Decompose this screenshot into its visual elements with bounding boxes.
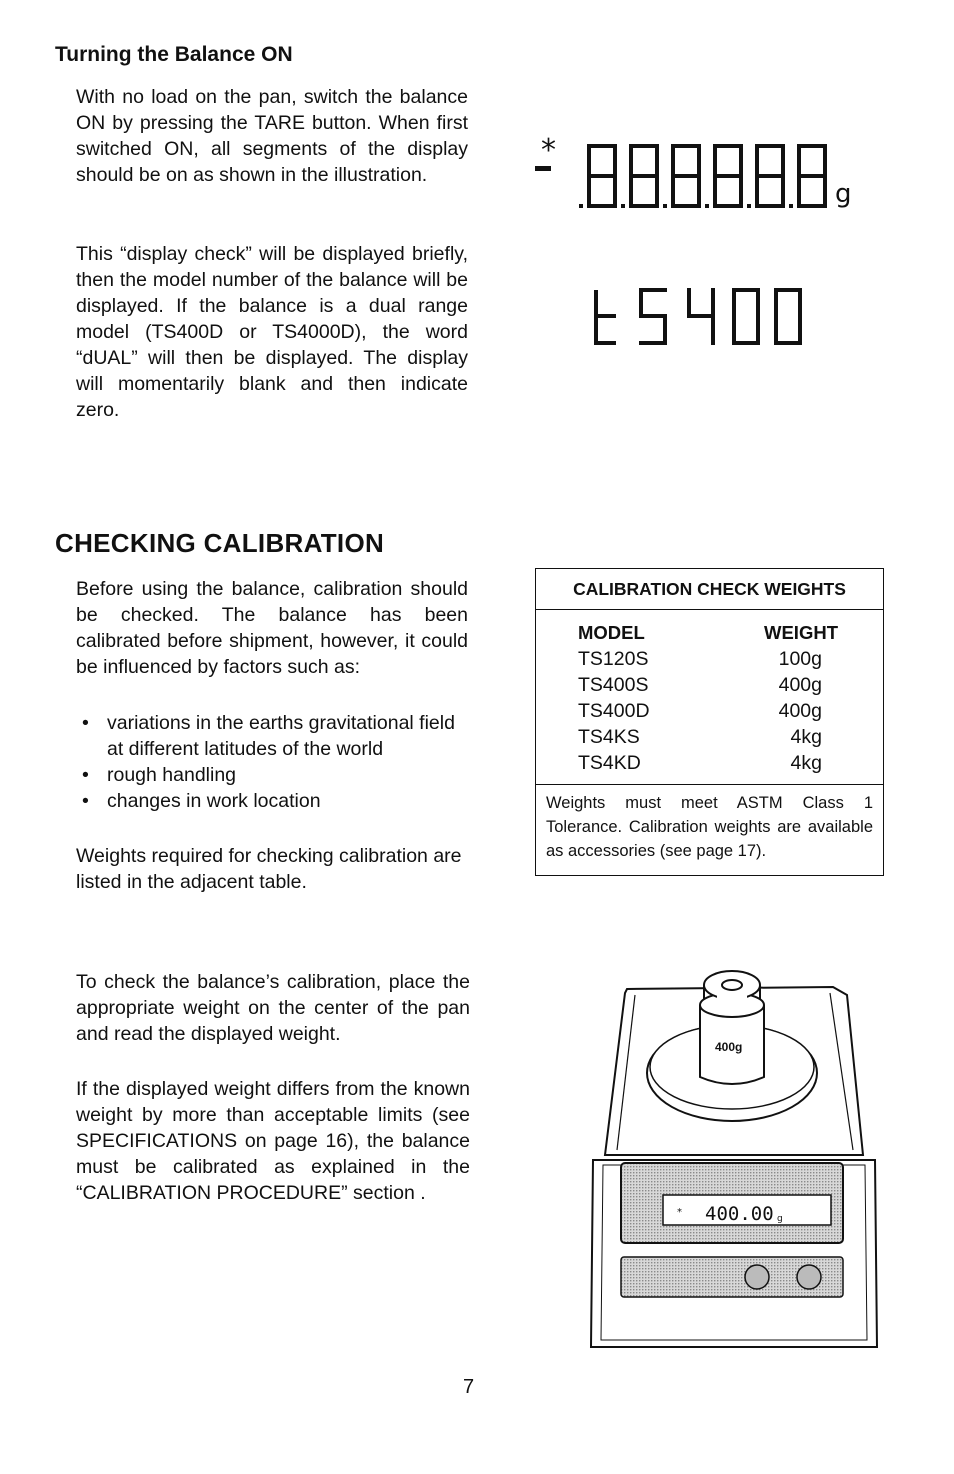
table-row — [536, 672, 883, 698]
decimal-point — [789, 204, 793, 208]
display-segment — [629, 144, 633, 176]
paragraph-check-procedure: To check the balance’s calibration, place the appropriate weight on the center of the pan and read the displayed weight. — [76, 971, 470, 1045]
table-note: Weights must meet ASTM Class 1 Tolerance. Calibration weights are available as accessories (see page 17). — [536, 784, 883, 875]
display-segment — [713, 204, 743, 208]
decimal-point — [747, 204, 751, 208]
display-segment — [823, 144, 827, 176]
display-segment — [739, 176, 743, 208]
display-segment — [671, 144, 675, 176]
section-heading-checking-calibration: CHECKING CALIBRATION — [55, 528, 385, 558]
model-cell: TS400D — [578, 700, 650, 722]
display-segment — [629, 176, 633, 208]
table-row — [536, 698, 883, 724]
paragraph-calibrate-if-differs: If the displayed weight differs from the known weight by more than acceptable limits (see SPECIFICATIONS on page 16), the balance must be calibrated as explained in the “CALIBRATION PROCEDURE” section . — [76, 1078, 470, 1204]
tare-key-icon — [745, 1265, 769, 1289]
weight-cell: 4kg — [790, 726, 822, 748]
display-segment — [697, 144, 701, 176]
display-segment — [613, 144, 617, 176]
display-segment — [671, 176, 675, 208]
decimal-point — [663, 204, 667, 208]
display-value: 400.00 — [705, 1203, 774, 1225]
weight-cell: 4kg — [790, 752, 822, 774]
display-segment — [781, 176, 785, 208]
display-check-illustration — [535, 130, 865, 220]
display-segment — [671, 174, 701, 178]
model-cell: TS4KD — [578, 752, 641, 774]
display-segment — [671, 144, 701, 148]
display-segment — [629, 204, 659, 208]
display-segment — [671, 204, 701, 208]
model-cell: TS4KS — [578, 726, 640, 748]
display-segment — [739, 144, 743, 176]
model-cell: TS400S — [578, 674, 649, 696]
display-segment — [655, 176, 659, 208]
display-star: * — [677, 1207, 682, 1218]
section-heading-turning-on: Turning the Balance ON — [55, 43, 293, 66]
display-segment — [797, 204, 827, 208]
display-segment — [613, 176, 617, 208]
weight-label: 400g — [715, 1040, 743, 1054]
display-segment — [629, 144, 659, 148]
seven-segment-digits — [579, 144, 827, 208]
display-segment — [797, 144, 827, 148]
display-segment — [587, 174, 617, 178]
display-segment — [629, 174, 659, 178]
display-segment — [755, 204, 785, 208]
model-cell: TS120S — [578, 648, 649, 670]
model-number-display — [592, 280, 812, 350]
display-segment — [755, 144, 785, 148]
decimal-point — [621, 204, 625, 208]
table-row — [536, 646, 883, 672]
bullet-item: • variations in the earths gravitational field at different latitudes of the world — [76, 710, 476, 762]
display-segment — [697, 176, 701, 208]
paragraph-weights-required: Weights required for checking calibration are listed in the adjacent table. — [76, 845, 462, 893]
column-header-model: MODEL — [578, 622, 645, 643]
all-segments-display — [535, 130, 865, 220]
display-segment — [587, 144, 617, 148]
weight-cell: 100g — [778, 648, 822, 670]
paragraph-calibration-intro: Before using the balance, calibration should be checked. The balance has been calibrated before shipment, however, it could be influenced by factors such as: — [76, 578, 468, 678]
display-segment — [713, 144, 717, 176]
factor-bullet-list — [76, 710, 476, 814]
display-unit: g — [777, 1214, 783, 1224]
star-indicator: * — [541, 133, 556, 168]
weight-cell: 400g — [778, 674, 822, 696]
mode-key-icon — [797, 1265, 821, 1289]
bullet-item: • rough handling — [76, 762, 476, 788]
display-segment — [655, 144, 659, 176]
display-segment — [797, 176, 801, 208]
display-segment — [797, 144, 801, 176]
display-segment — [755, 174, 785, 178]
column-header-weight: WEIGHT — [764, 622, 838, 643]
table-body — [536, 610, 883, 784]
display-segment — [587, 204, 617, 208]
bullet-item: • changes in work location — [76, 788, 476, 814]
table-header-row — [536, 620, 883, 646]
display-segment — [781, 144, 785, 176]
paragraph-turning-on-1: With no load on the pan, switch the balance ON by pressing the TARE button. When first switched ON, all segments of the display should be on as shown in the illustration. — [76, 86, 468, 186]
model-number-segments — [592, 280, 812, 350]
weight-cell: 400g — [778, 700, 822, 722]
display-segment — [713, 176, 717, 208]
display-segment — [755, 176, 759, 208]
display-segment — [713, 174, 743, 178]
display-segment — [797, 174, 827, 178]
decimal-point — [705, 204, 709, 208]
table-title: CALIBRATION CHECK WEIGHTS — [536, 569, 883, 610]
display-segment — [755, 144, 759, 176]
balance-illustration — [585, 965, 885, 1355]
table-row — [536, 750, 883, 776]
balance-drawing — [585, 965, 885, 1355]
table-row — [536, 724, 883, 750]
paragraph-turning-on-2: This “display check” will be displayed briefly, then the model number of the balance will be displayed. If the balance is a dual range model (TS400D or TS4000D), the word “dUAL” will then be displayed. The display will momentarily blank and then indicate zero. — [76, 243, 468, 421]
display-segment — [713, 144, 743, 148]
page-number: 7 — [463, 1376, 475, 1398]
unit-label: g — [835, 179, 852, 209]
display-segment — [823, 176, 827, 208]
display-segment — [587, 144, 591, 176]
display-segment — [587, 176, 591, 208]
model-number-text: t5400 — [592, 280, 595, 281]
decimal-point — [579, 204, 583, 208]
calibration-weights-table — [535, 568, 884, 876]
